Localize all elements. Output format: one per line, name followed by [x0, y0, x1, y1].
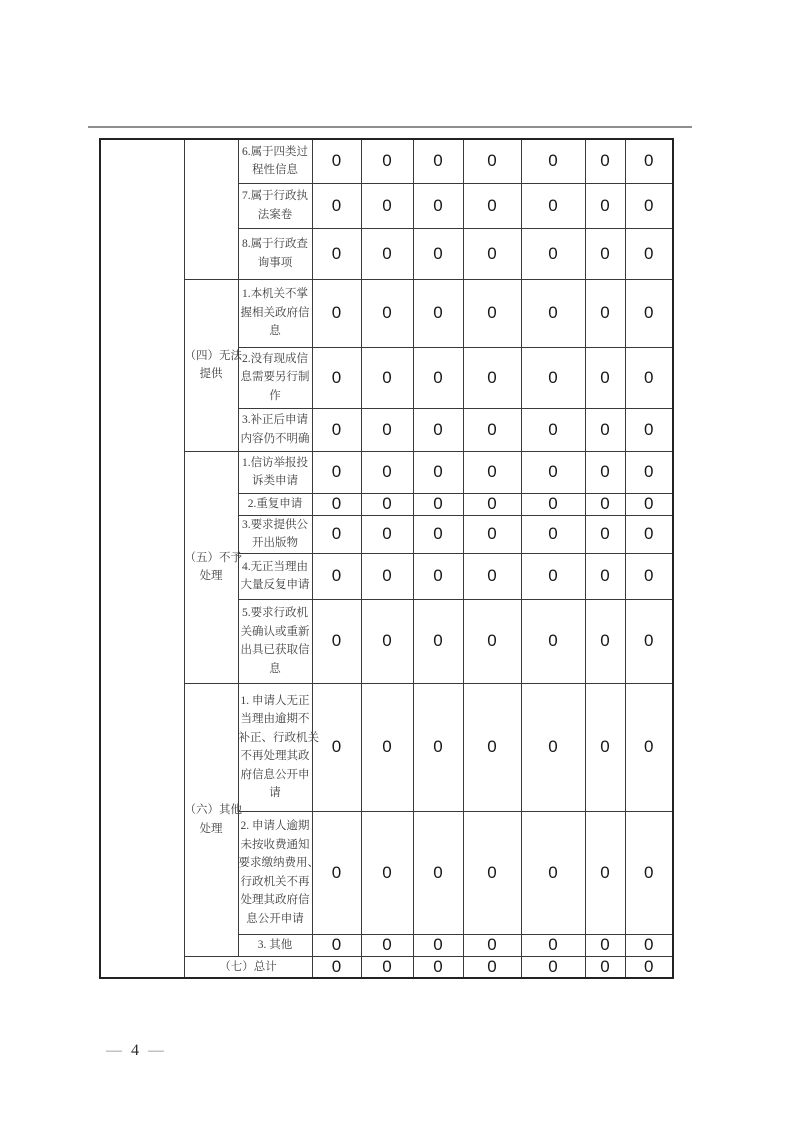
value-cell: 0 [312, 934, 361, 956]
value-cell: 0 [413, 493, 463, 515]
value-cell: 0 [585, 553, 625, 599]
page-number-value: 4 [131, 1042, 140, 1059]
table-continuation-rule [88, 126, 692, 128]
category-cell: （六）其他 处理 [184, 683, 238, 956]
value-cell: 0 [413, 451, 463, 493]
value-cell: 0 [521, 811, 585, 934]
value-cell: 0 [521, 228, 585, 279]
value-cell: 0 [463, 228, 521, 279]
value-cell: 0 [521, 515, 585, 553]
value-cell: 0 [585, 279, 625, 347]
value-cell: 0 [463, 934, 521, 956]
value-cell: 0 [585, 183, 625, 228]
value-cell: 0 [585, 956, 625, 978]
item-label-cell: 5.要求行政机 关确认或重新 出具已获取信 息 [238, 599, 312, 683]
table-row [100, 279, 673, 347]
value-cell: 0 [312, 139, 361, 183]
table-row [100, 683, 673, 811]
value-cell: 0 [521, 553, 585, 599]
value-cell: 0 [463, 553, 521, 599]
value-cell: 0 [413, 811, 463, 934]
page-number-dash-left: — [106, 1042, 123, 1059]
value-cell: 0 [625, 183, 673, 228]
value-cell: 0 [413, 228, 463, 279]
item-label-cell: 2.没有现成信 息需要另行制 作 [238, 347, 312, 408]
value-cell: 0 [312, 183, 361, 228]
value-cell: 0 [413, 139, 463, 183]
value-cell: 0 [312, 228, 361, 279]
value-cell: 0 [413, 347, 463, 408]
value-cell: 0 [625, 956, 673, 978]
value-cell: 0 [625, 408, 673, 451]
value-cell: 0 [585, 599, 625, 683]
value-cell: 0 [463, 279, 521, 347]
value-cell: 0 [312, 956, 361, 978]
item-label-cell: 1.本机关不掌 握相关政府信 息 [238, 279, 312, 347]
value-cell: 0 [413, 599, 463, 683]
item-label-cell: 1.信访举报投 诉类申请 [238, 451, 312, 493]
item-label-cell: 3.要求提供公 开出版物 [238, 515, 312, 553]
value-cell: 0 [361, 956, 413, 978]
value-cell: 0 [521, 279, 585, 347]
total-row [100, 956, 673, 978]
value-cell: 0 [361, 279, 413, 347]
value-cell: 0 [625, 139, 673, 183]
value-cell: 0 [625, 599, 673, 683]
value-cell: 0 [413, 515, 463, 553]
value-cell: 0 [413, 683, 463, 811]
value-cell: 0 [625, 934, 673, 956]
value-cell: 0 [521, 599, 585, 683]
value-cell: 0 [413, 408, 463, 451]
value-cell: 0 [361, 515, 413, 553]
value-cell: 0 [585, 347, 625, 408]
value-cell: 0 [361, 934, 413, 956]
value-cell: 0 [312, 347, 361, 408]
value-cell: 0 [312, 279, 361, 347]
value-cell: 0 [361, 493, 413, 515]
value-cell: 0 [521, 683, 585, 811]
category-cell: （四）无法 提供 [184, 279, 238, 451]
value-cell: 0 [361, 408, 413, 451]
value-cell: 0 [413, 934, 463, 956]
item-label-cell: 7.属于行政执 法案卷 [238, 183, 312, 228]
value-cell: 0 [463, 183, 521, 228]
value-cell: 0 [625, 347, 673, 408]
value-cell: 0 [625, 683, 673, 811]
item-label-cell: 3.补正后申请 内容仍不明确 [238, 408, 312, 451]
value-cell: 0 [625, 279, 673, 347]
item-label-cell: 3. 其他 [238, 934, 312, 956]
value-cell: 0 [521, 139, 585, 183]
value-cell: 0 [361, 553, 413, 599]
table-row [100, 139, 673, 183]
value-cell: 0 [585, 515, 625, 553]
value-cell: 0 [625, 493, 673, 515]
value-cell: 0 [521, 934, 585, 956]
value-cell: 0 [585, 683, 625, 811]
value-cell: 0 [463, 811, 521, 934]
value-cell: 0 [521, 493, 585, 515]
value-cell: 0 [361, 139, 413, 183]
value-cell: 0 [413, 183, 463, 228]
value-cell: 0 [585, 934, 625, 956]
total-label-cell: （七）总计 [184, 956, 312, 978]
value-cell: 0 [463, 139, 521, 183]
value-cell: 0 [463, 493, 521, 515]
value-cell: 0 [521, 183, 585, 228]
page-number [106, 1042, 165, 1060]
value-cell: 0 [625, 228, 673, 279]
value-cell: 0 [585, 139, 625, 183]
value-cell: 0 [361, 811, 413, 934]
value-cell: 0 [463, 599, 521, 683]
value-cell: 0 [413, 956, 463, 978]
value-cell: 0 [521, 956, 585, 978]
value-cell: 0 [521, 408, 585, 451]
value-cell: 0 [312, 553, 361, 599]
left-stub-cell [100, 139, 184, 978]
table-row [100, 451, 673, 493]
value-cell: 0 [463, 408, 521, 451]
value-cell: 0 [625, 515, 673, 553]
category-cell: （五）不予 处理 [184, 451, 238, 683]
value-cell: 0 [625, 811, 673, 934]
value-cell: 0 [521, 451, 585, 493]
value-cell: 0 [361, 599, 413, 683]
item-label-cell: 8.属于行政查 询事项 [238, 228, 312, 279]
value-cell: 0 [585, 408, 625, 451]
item-label-cell: 1. 申请人无正 当理由逾期不 补正、行政机关 不再处理其政 府信息公开申 请 [238, 683, 312, 811]
value-cell: 0 [585, 451, 625, 493]
page-number-dash-right: — [148, 1042, 165, 1059]
category-cell [184, 139, 238, 279]
value-cell: 0 [312, 811, 361, 934]
value-cell: 0 [312, 683, 361, 811]
item-label-cell: 4.无正当理由 大量反复申请 [238, 553, 312, 599]
value-cell: 0 [361, 347, 413, 408]
value-cell: 0 [361, 183, 413, 228]
value-cell: 0 [312, 451, 361, 493]
value-cell: 0 [312, 599, 361, 683]
value-cell: 0 [585, 811, 625, 934]
value-cell: 0 [585, 493, 625, 515]
value-cell: 0 [361, 683, 413, 811]
value-cell: 0 [312, 408, 361, 451]
value-cell: 0 [361, 228, 413, 279]
value-cell: 0 [463, 956, 521, 978]
item-label-cell: 2.重复申请 [238, 493, 312, 515]
item-label-cell: 6.属于四类过 程性信息 [238, 139, 312, 183]
report-table-body [100, 139, 673, 978]
value-cell: 0 [463, 683, 521, 811]
value-cell: 0 [463, 515, 521, 553]
value-cell: 0 [625, 451, 673, 493]
value-cell: 0 [521, 347, 585, 408]
value-cell: 0 [361, 451, 413, 493]
value-cell: 0 [312, 493, 361, 515]
item-label-cell: 2. 申请人逾期 未按收费通知 要求缴纳费用、 行政机关不再 处理其政府信 息公开申请 [238, 811, 312, 934]
value-cell: 0 [585, 228, 625, 279]
value-cell: 0 [413, 279, 463, 347]
value-cell: 0 [413, 553, 463, 599]
value-cell: 0 [463, 451, 521, 493]
value-cell: 0 [312, 515, 361, 553]
value-cell: 0 [463, 347, 521, 408]
value-cell: 0 [625, 553, 673, 599]
report-table [99, 138, 674, 979]
